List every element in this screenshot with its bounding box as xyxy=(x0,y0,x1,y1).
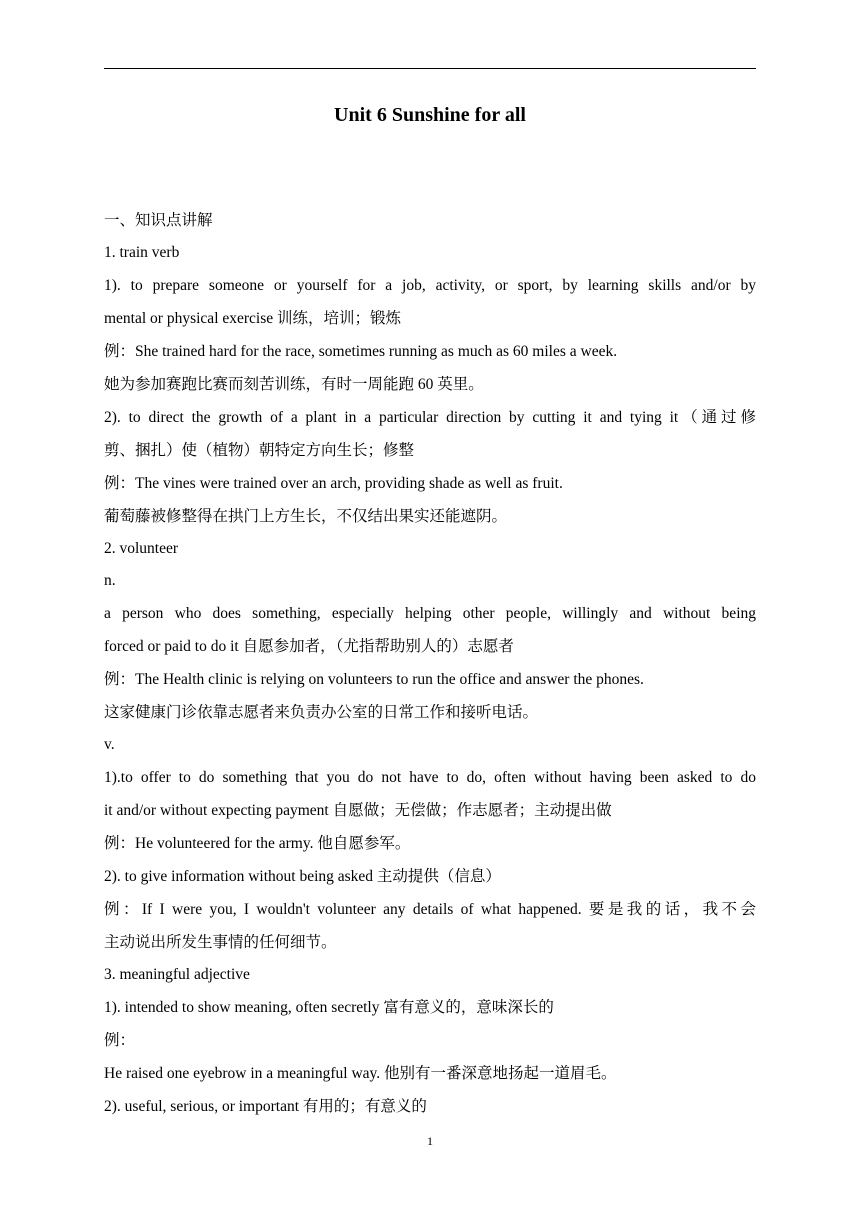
entry-heading-train: 1. train verb xyxy=(104,244,180,261)
definition-line: 2). to give information without being asked 主动提供（信息） xyxy=(104,868,501,885)
example-line: 例：The vines were trained over an arch, providing shade as well as fruit. xyxy=(104,475,563,492)
definition-line: 1). intended to show meaning, often secretly 富有意义的，意味深长的 xyxy=(104,999,554,1016)
translation-line: 葡萄藤被修整得在拱门上方生长，不仅结出果实还能遮阴。 xyxy=(104,508,508,525)
example-line: 例：The Health clinic is relying on volunteers to run the office and answer the phones. xyxy=(104,671,644,688)
entry-heading-volunteer: 2. volunteer xyxy=(104,540,179,557)
part-of-speech-noun: n. xyxy=(104,572,116,589)
entry-heading-meaningful: 3. meaningful adjective xyxy=(104,966,250,983)
translation-line: 主动说出所发生事情的任何细节。 xyxy=(104,934,337,951)
definition-line: a person who does something, especially helping other people, willingly and without being xyxy=(104,605,756,622)
definition-line: forced or paid to do it 自愿参加者，（尤指帮助别人的）志愿者 xyxy=(104,638,514,655)
document-title: Unit 6 Sunshine for all xyxy=(334,104,526,126)
header-rule xyxy=(104,68,756,69)
definition-line: 2). to direct the growth of a plant in a particular direction by cutting it and tying it（通过修 xyxy=(104,409,756,426)
example-line: 例：If I were you, I wouldn't volunteer any details of what happened. 要是我的话，我不会 xyxy=(104,901,756,918)
example-line: 例：She trained hard for the race, sometimes running as much as 60 miles a week. xyxy=(104,343,618,360)
document-body xyxy=(104,205,756,1123)
example-line: He raised one eyebrow in a meaningful way. 他别有一番深意地扬起一道眉毛。 xyxy=(104,1065,617,1082)
example-line: 例：He volunteered for the army. 他自愿参军。 xyxy=(104,835,411,852)
translation-line: 她为参加赛跑比赛而刻苦训练，有时一周能跑 60 英里。 xyxy=(104,376,484,393)
definition-line: 剪、捆扎）使（植物）朝特定方向生长；修整 xyxy=(104,442,415,459)
definition-line: mental or physical exercise 训练，培训；锻炼 xyxy=(104,310,402,327)
definition-line: 2). useful, serious, or important 有用的；有意义的 xyxy=(104,1098,427,1115)
definition-line: 1). to prepare someone or yourself for a job, activity, or sport, by learning skills and/or by xyxy=(104,277,756,294)
definition-line: 1).to offer to do something that you do not have to do, often without having been asked to do xyxy=(104,769,756,786)
section-heading: 一、知识点讲解 xyxy=(104,212,213,229)
part-of-speech-verb: v. xyxy=(104,736,115,753)
example-label: 例： xyxy=(104,1032,136,1049)
translation-line: 这家健康门诊依靠志愿者来负责办公室的日常工作和接听电话。 xyxy=(104,704,539,721)
page-number: 1 xyxy=(427,1134,433,1148)
definition-line: it and/or without expecting payment 自愿做；无偿做；作志愿者；主动提出做 xyxy=(104,802,612,819)
